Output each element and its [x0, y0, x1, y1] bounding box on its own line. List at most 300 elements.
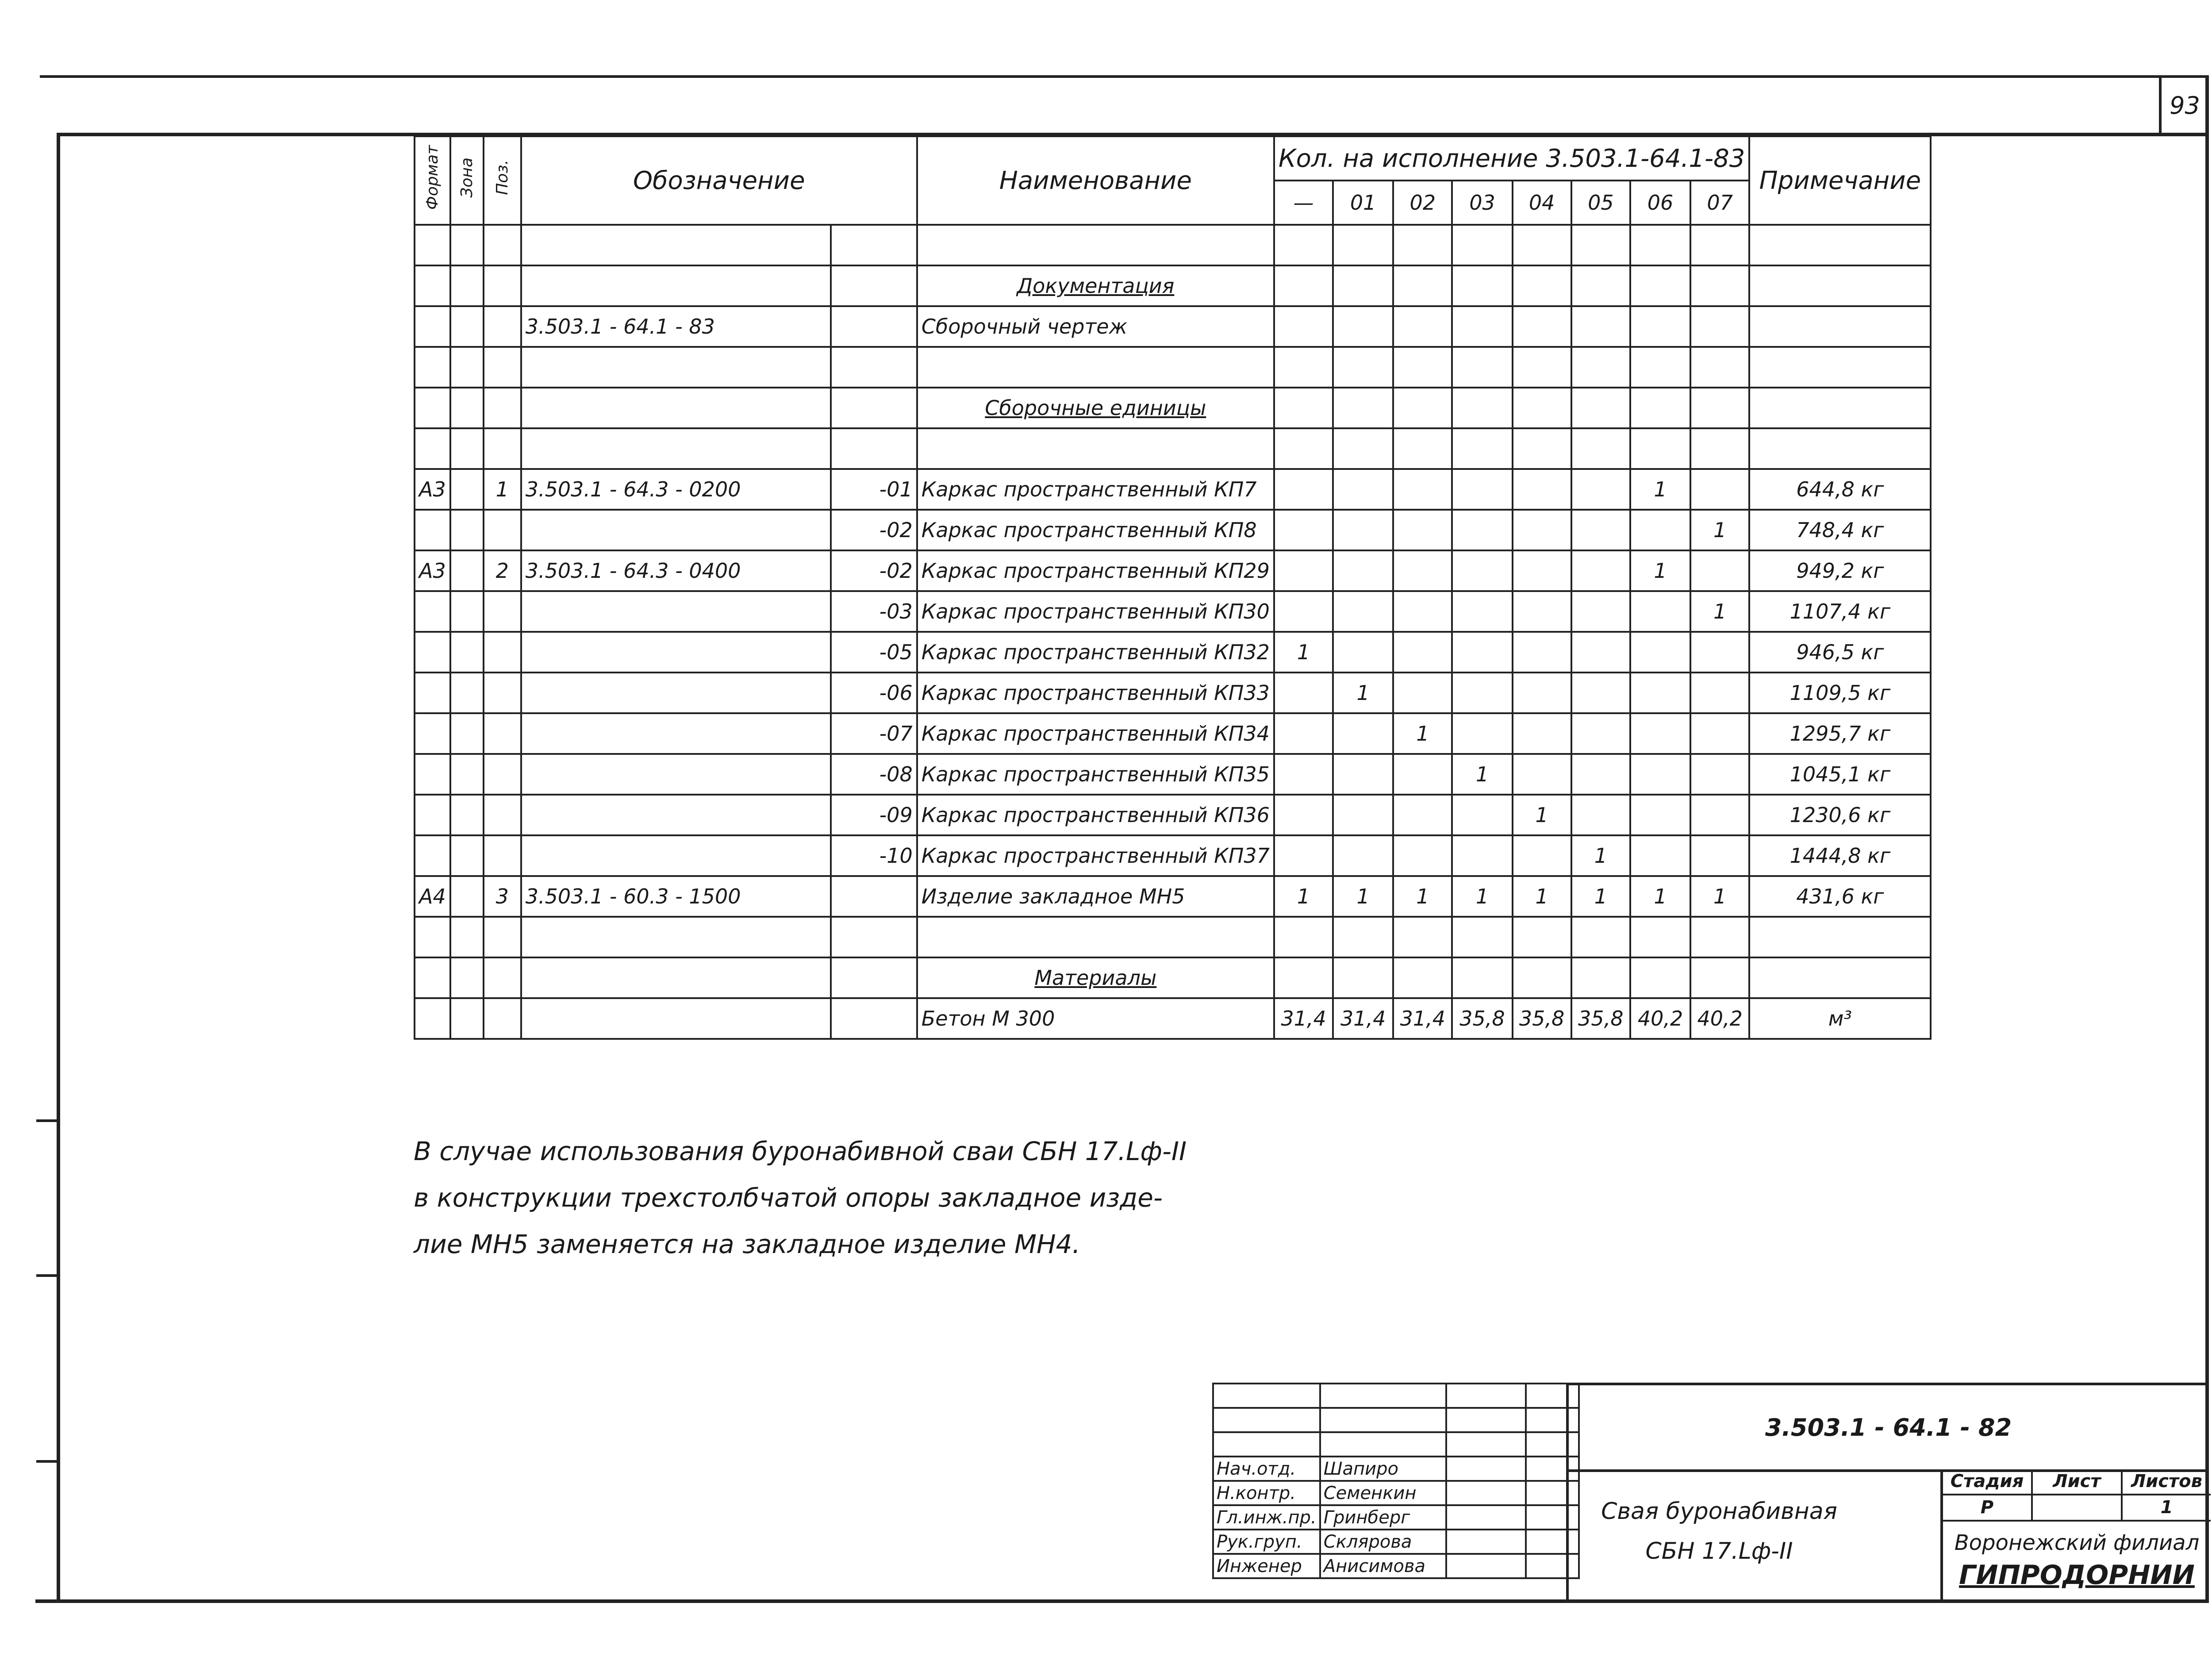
cell-qty	[1571, 469, 1630, 510]
cell-qty	[1513, 510, 1571, 550]
cell-format	[415, 713, 450, 754]
cell-qty	[1690, 632, 1749, 673]
person-name: Склярова	[1320, 1530, 1446, 1554]
cell-name: Каркас пространственный КП34	[917, 713, 1274, 754]
cell-qty	[1690, 306, 1749, 347]
header-variant: 01	[1333, 181, 1393, 225]
frame-left-line	[57, 133, 60, 1602]
cell-qty	[1452, 510, 1512, 550]
cell-qty	[1393, 388, 1452, 428]
cell-qty: 40,2	[1690, 998, 1749, 1039]
cell-designation	[521, 632, 831, 673]
table-row	[415, 795, 1931, 835]
cell-zone	[450, 347, 484, 388]
cell-note: 1107,4 кг	[1749, 591, 1931, 632]
cell-qty: 1	[1571, 876, 1630, 917]
cell-qty	[1333, 754, 1393, 795]
cell-qty	[1452, 591, 1512, 632]
header-variant: —	[1274, 181, 1333, 225]
cell-pos	[484, 388, 521, 428]
cell-note: 1045,1 кг	[1749, 754, 1931, 795]
cell-qty	[1690, 347, 1749, 388]
table-row	[415, 754, 1931, 795]
cell-name	[917, 917, 1274, 957]
cell-qty	[1690, 957, 1749, 998]
cell-qty	[1452, 550, 1512, 591]
header-variant: 04	[1513, 181, 1571, 225]
cell-note: 949,2 кг	[1749, 550, 1931, 591]
signature	[1446, 1554, 1526, 1578]
cell-qty	[1571, 265, 1630, 306]
cell-qty: 1	[1452, 754, 1512, 795]
cell-zone	[450, 591, 484, 632]
cell-note: 1109,5 кг	[1749, 673, 1931, 713]
header-qty-group: Кол. на исполнение 3.503.1-64.1-83	[1274, 136, 1749, 181]
cell-name	[917, 225, 1274, 265]
cell-qty: 1	[1274, 632, 1333, 673]
cell-designation: 3.503.1 - 64.3 - 0400	[521, 550, 831, 591]
cell-qty	[1630, 510, 1690, 550]
cell-name: Каркас пространственный КП8	[917, 510, 1274, 550]
cell-qty	[1333, 347, 1393, 388]
cell-qty	[1393, 265, 1452, 306]
cell-format	[415, 388, 450, 428]
cell-variant-suffix	[831, 265, 917, 306]
cell-qty	[1571, 795, 1630, 835]
cell-designation	[521, 754, 831, 795]
cell-qty: 31,4	[1333, 998, 1393, 1039]
signature	[1446, 1505, 1526, 1530]
cell-variant-suffix: -03	[831, 591, 917, 632]
cell-qty	[1274, 957, 1333, 998]
cell-qty	[1571, 754, 1630, 795]
cell-qty	[1333, 225, 1393, 265]
cell-qty	[1571, 673, 1630, 713]
cell-qty	[1393, 347, 1452, 388]
table-row	[415, 591, 1931, 632]
cell-name: Материалы	[917, 957, 1274, 998]
cell-qty: 35,8	[1513, 998, 1571, 1039]
cell-qty	[1274, 754, 1333, 795]
cell-qty: 1	[1513, 795, 1571, 835]
cell-qty	[1452, 347, 1512, 388]
cell-qty	[1630, 795, 1690, 835]
cell-qty	[1452, 835, 1512, 876]
cell-zone	[450, 469, 484, 510]
cell-qty	[1630, 835, 1690, 876]
cell-note: 748,4 кг	[1749, 510, 1931, 550]
cell-qty: 31,4	[1274, 998, 1333, 1039]
binding-tick	[36, 1119, 58, 1122]
note-line: лие МН5 заменяется на закладное изделие МН4.	[414, 1229, 1080, 1259]
cell-format	[415, 673, 450, 713]
cell-format: А4	[415, 876, 450, 917]
person-name: Анисимова	[1320, 1554, 1446, 1578]
cell-pos	[484, 713, 521, 754]
header-name: Наименование	[917, 136, 1274, 225]
cell-variant-suffix	[831, 876, 917, 917]
cell-qty	[1333, 835, 1393, 876]
cell-qty	[1274, 347, 1333, 388]
cell-designation	[521, 957, 831, 998]
cell-note	[1749, 265, 1931, 306]
cell-note	[1749, 388, 1931, 428]
cell-designation: 3.503.1 - 64.1 - 83	[521, 306, 831, 347]
cell-qty	[1513, 713, 1571, 754]
cell-name: Каркас пространственный КП30	[917, 591, 1274, 632]
cell-pos	[484, 510, 521, 550]
cell-format: А3	[415, 550, 450, 591]
cell-qty	[1452, 306, 1512, 347]
cell-qty	[1274, 510, 1333, 550]
cell-qty	[1630, 306, 1690, 347]
cell-designation	[521, 225, 831, 265]
cell-format	[415, 347, 450, 388]
cell-zone	[450, 713, 484, 754]
cell-variant-suffix: -02	[831, 550, 917, 591]
cell-qty	[1274, 835, 1333, 876]
cell-name: Каркас пространственный КП33	[917, 673, 1274, 713]
cell-note: м³	[1749, 998, 1931, 1039]
cell-qty: 1	[1571, 835, 1630, 876]
cell-qty: 1	[1393, 876, 1452, 917]
cell-qty	[1513, 673, 1571, 713]
cell-qty: 1	[1274, 876, 1333, 917]
cell-qty	[1452, 957, 1512, 998]
header-variant: 07	[1690, 181, 1749, 225]
cell-zone	[450, 632, 484, 673]
signature	[1446, 1457, 1526, 1481]
role-label: Рук.груп.	[1213, 1530, 1320, 1554]
cell-designation	[521, 917, 831, 957]
cell-pos	[484, 754, 521, 795]
cell-designation	[521, 673, 831, 713]
role-label: Инженер	[1213, 1554, 1320, 1578]
cell-qty	[1452, 265, 1512, 306]
role-label: Нач.отд.	[1213, 1457, 1320, 1481]
cell-zone	[450, 957, 484, 998]
cell-qty	[1274, 550, 1333, 591]
cell-qty	[1513, 550, 1571, 591]
cell-qty	[1393, 673, 1452, 713]
cell-format	[415, 998, 450, 1039]
cell-format	[415, 306, 450, 347]
cell-qty	[1274, 917, 1333, 957]
cell-qty	[1513, 428, 1571, 469]
cell-qty	[1571, 591, 1630, 632]
cell-designation: 3.503.1 - 60.3 - 1500	[521, 876, 831, 917]
cell-qty	[1393, 550, 1452, 591]
sheet-value	[2033, 1495, 2123, 1520]
header-variant: 05	[1571, 181, 1630, 225]
table-row	[415, 550, 1931, 591]
cell-pos	[484, 225, 521, 265]
cell-qty	[1513, 347, 1571, 388]
cell-format	[415, 754, 450, 795]
cell-qty	[1393, 632, 1452, 673]
note-line: В случае использования буронабивной сваи СБН 17.Lф-II	[414, 1136, 1187, 1166]
stage-value: Р	[1943, 1495, 2033, 1520]
signature	[1446, 1530, 1526, 1554]
cell-variant-suffix: -01	[831, 469, 917, 510]
cell-variant-suffix	[831, 917, 917, 957]
document-code: 3.503.1 - 64.1 - 82	[1569, 1385, 2208, 1472]
cell-variant-suffix	[831, 428, 917, 469]
cell-qty	[1571, 388, 1630, 428]
cell-qty: 1	[1333, 876, 1393, 917]
cell-zone	[450, 998, 484, 1039]
cell-qty	[1513, 306, 1571, 347]
header-zone: Зона	[450, 136, 484, 225]
cell-qty: 35,8	[1571, 998, 1630, 1039]
cell-note	[1749, 957, 1931, 998]
table-row	[415, 469, 1931, 510]
cell-pos: 2	[484, 550, 521, 591]
cell-qty	[1513, 225, 1571, 265]
cell-qty: 1	[1630, 550, 1690, 591]
header-format: Формат	[415, 136, 450, 225]
cell-zone	[450, 306, 484, 347]
cell-zone	[450, 917, 484, 957]
specification-table	[414, 135, 1932, 1040]
cell-qty	[1333, 428, 1393, 469]
cell-qty	[1513, 754, 1571, 795]
signature-block	[1212, 1383, 1580, 1579]
organization-name: ГИПРОДОРНИИ	[1959, 1560, 2195, 1591]
cell-qty	[1571, 347, 1630, 388]
cell-qty	[1393, 469, 1452, 510]
cell-qty	[1452, 713, 1512, 754]
table-row	[415, 428, 1931, 469]
cell-qty: 1	[1513, 876, 1571, 917]
cell-qty	[1571, 510, 1630, 550]
cell-note: 1230,6 кг	[1749, 795, 1931, 835]
cell-qty	[1690, 795, 1749, 835]
cell-qty	[1630, 957, 1690, 998]
cell-qty	[1690, 835, 1749, 876]
cell-qty: 1	[1630, 876, 1690, 917]
cell-designation: 3.503.1 - 64.3 - 0200	[521, 469, 831, 510]
cell-qty	[1513, 957, 1571, 998]
cell-qty	[1274, 428, 1333, 469]
cell-qty	[1690, 550, 1749, 591]
cell-zone	[450, 225, 484, 265]
cell-designation	[521, 428, 831, 469]
cell-qty: 40,2	[1630, 998, 1690, 1039]
cell-qty	[1393, 591, 1452, 632]
cell-qty	[1513, 469, 1571, 510]
cell-designation	[521, 795, 831, 835]
cell-variant-suffix: -08	[831, 754, 917, 795]
cell-qty	[1393, 754, 1452, 795]
cell-variant-suffix: -10	[831, 835, 917, 876]
table-row	[415, 713, 1931, 754]
table-row	[415, 835, 1931, 876]
cell-qty: 1	[1333, 673, 1393, 713]
cell-qty	[1452, 388, 1512, 428]
cell-qty	[1274, 591, 1333, 632]
table-row	[415, 306, 1931, 347]
title-block	[1566, 1383, 2208, 1602]
cell-qty	[1393, 225, 1452, 265]
cell-qty	[1630, 225, 1690, 265]
table-row	[415, 957, 1931, 998]
cell-qty	[1393, 510, 1452, 550]
cell-variant-suffix	[831, 957, 917, 998]
cell-name: Изделие закладное МН5	[917, 876, 1274, 917]
cell-qty	[1690, 713, 1749, 754]
cell-qty: 1	[1393, 713, 1452, 754]
cell-qty	[1630, 347, 1690, 388]
cell-designation	[521, 835, 831, 876]
person-name: Гринберг	[1320, 1505, 1446, 1530]
cell-format	[415, 428, 450, 469]
cell-designation	[521, 591, 831, 632]
cell-qty	[1571, 428, 1630, 469]
cell-variant-suffix	[831, 347, 917, 388]
cell-qty	[1452, 428, 1512, 469]
cell-format	[415, 632, 450, 673]
cell-qty: 31,4	[1393, 998, 1452, 1039]
item-name	[1582, 1491, 1856, 1571]
cell-qty	[1513, 835, 1571, 876]
cell-format	[415, 225, 450, 265]
table-row	[415, 876, 1931, 917]
cell-zone	[450, 550, 484, 591]
cell-pos	[484, 998, 521, 1039]
cell-variant-suffix	[831, 388, 917, 428]
stage-label: Стадия	[1943, 1469, 2033, 1494]
cell-qty	[1630, 428, 1690, 469]
cell-pos: 1	[484, 469, 521, 510]
cell-qty	[1452, 469, 1512, 510]
cell-note	[1749, 306, 1931, 347]
table-row	[415, 388, 1931, 428]
table-row	[415, 510, 1931, 550]
cell-variant-suffix: -02	[831, 510, 917, 550]
table-row	[415, 673, 1931, 713]
cell-qty	[1630, 713, 1690, 754]
sheet-label: Лист	[2033, 1469, 2123, 1494]
cell-qty	[1333, 306, 1393, 347]
replacement-note	[414, 1128, 1254, 1268]
cell-qty: 35,8	[1452, 998, 1512, 1039]
cell-qty	[1513, 917, 1571, 957]
cell-qty	[1571, 957, 1630, 998]
cell-qty	[1630, 388, 1690, 428]
cell-name: Каркас пространственный КП35	[917, 754, 1274, 795]
cell-pos	[484, 428, 521, 469]
organization-branch: Воронежский филиал	[1954, 1530, 2200, 1555]
cell-note	[1749, 347, 1931, 388]
cell-format	[415, 917, 450, 957]
cell-zone	[450, 265, 484, 306]
cell-qty	[1333, 713, 1393, 754]
cell-qty	[1333, 265, 1393, 306]
cell-variant-suffix	[831, 306, 917, 347]
cell-qty	[1571, 550, 1630, 591]
stage-sheet-grid	[1940, 1469, 2211, 1602]
header-note: Примечание	[1749, 136, 1931, 225]
cell-name	[917, 347, 1274, 388]
cell-qty	[1393, 917, 1452, 957]
cell-pos	[484, 795, 521, 835]
table-row	[415, 225, 1931, 265]
cell-qty	[1690, 388, 1749, 428]
cell-pos	[484, 591, 521, 632]
signature	[1446, 1481, 1526, 1505]
cell-qty	[1571, 713, 1630, 754]
table-row	[415, 347, 1931, 388]
cell-name: Сборочные единицы	[917, 388, 1274, 428]
sheets-value: 1	[2160, 1497, 2173, 1518]
cell-qty	[1690, 428, 1749, 469]
cell-note	[1749, 225, 1931, 265]
cell-qty	[1690, 673, 1749, 713]
cell-zone	[450, 795, 484, 835]
cell-qty	[1690, 265, 1749, 306]
cell-qty	[1393, 835, 1452, 876]
cell-qty	[1393, 957, 1452, 998]
cell-qty	[1513, 591, 1571, 632]
cell-qty	[1274, 388, 1333, 428]
cell-qty: 1	[1690, 591, 1749, 632]
cell-qty	[1452, 632, 1512, 673]
cell-qty	[1630, 632, 1690, 673]
cell-format	[415, 795, 450, 835]
cell-name: Бетон М 300	[917, 998, 1274, 1039]
cell-qty: 1	[1690, 510, 1749, 550]
cell-format	[415, 957, 450, 998]
cell-pos	[484, 917, 521, 957]
cell-qty	[1690, 469, 1749, 510]
table-row	[415, 632, 1931, 673]
cell-zone	[450, 388, 484, 428]
cell-variant-suffix: -09	[831, 795, 917, 835]
cell-qty	[1571, 225, 1630, 265]
cell-pos	[484, 673, 521, 713]
header-variant: 03	[1452, 181, 1512, 225]
frame-top-line	[40, 75, 2208, 78]
table-row	[415, 917, 1931, 957]
cell-qty	[1274, 265, 1333, 306]
cell-zone	[450, 754, 484, 795]
cell-qty	[1452, 917, 1512, 957]
cell-designation	[521, 388, 831, 428]
page-number: 93	[2159, 78, 2208, 133]
cell-pos	[484, 632, 521, 673]
cell-qty	[1274, 795, 1333, 835]
cell-note: 946,5 кг	[1749, 632, 1931, 673]
sheets-label: Листов	[2131, 1471, 2202, 1491]
role-label: Н.контр.	[1213, 1481, 1320, 1505]
cell-name: Каркас пространственный КП7	[917, 469, 1274, 510]
cell-qty	[1571, 917, 1630, 957]
cell-pos	[484, 957, 521, 998]
note-line: в конструкции трехстолбчатой опоры закладное изде-	[414, 1183, 1163, 1213]
cell-zone	[450, 673, 484, 713]
frame-right-line	[2205, 75, 2209, 1602]
cell-format	[415, 510, 450, 550]
cell-designation	[521, 265, 831, 306]
person-name: Шапиро	[1320, 1457, 1446, 1481]
header-pos: Поз.	[484, 136, 521, 225]
header-designation: Обозначение	[521, 136, 917, 225]
cell-qty	[1333, 550, 1393, 591]
cell-note	[1749, 428, 1931, 469]
cell-designation	[521, 347, 831, 388]
cell-variant-suffix: -05	[831, 632, 917, 673]
